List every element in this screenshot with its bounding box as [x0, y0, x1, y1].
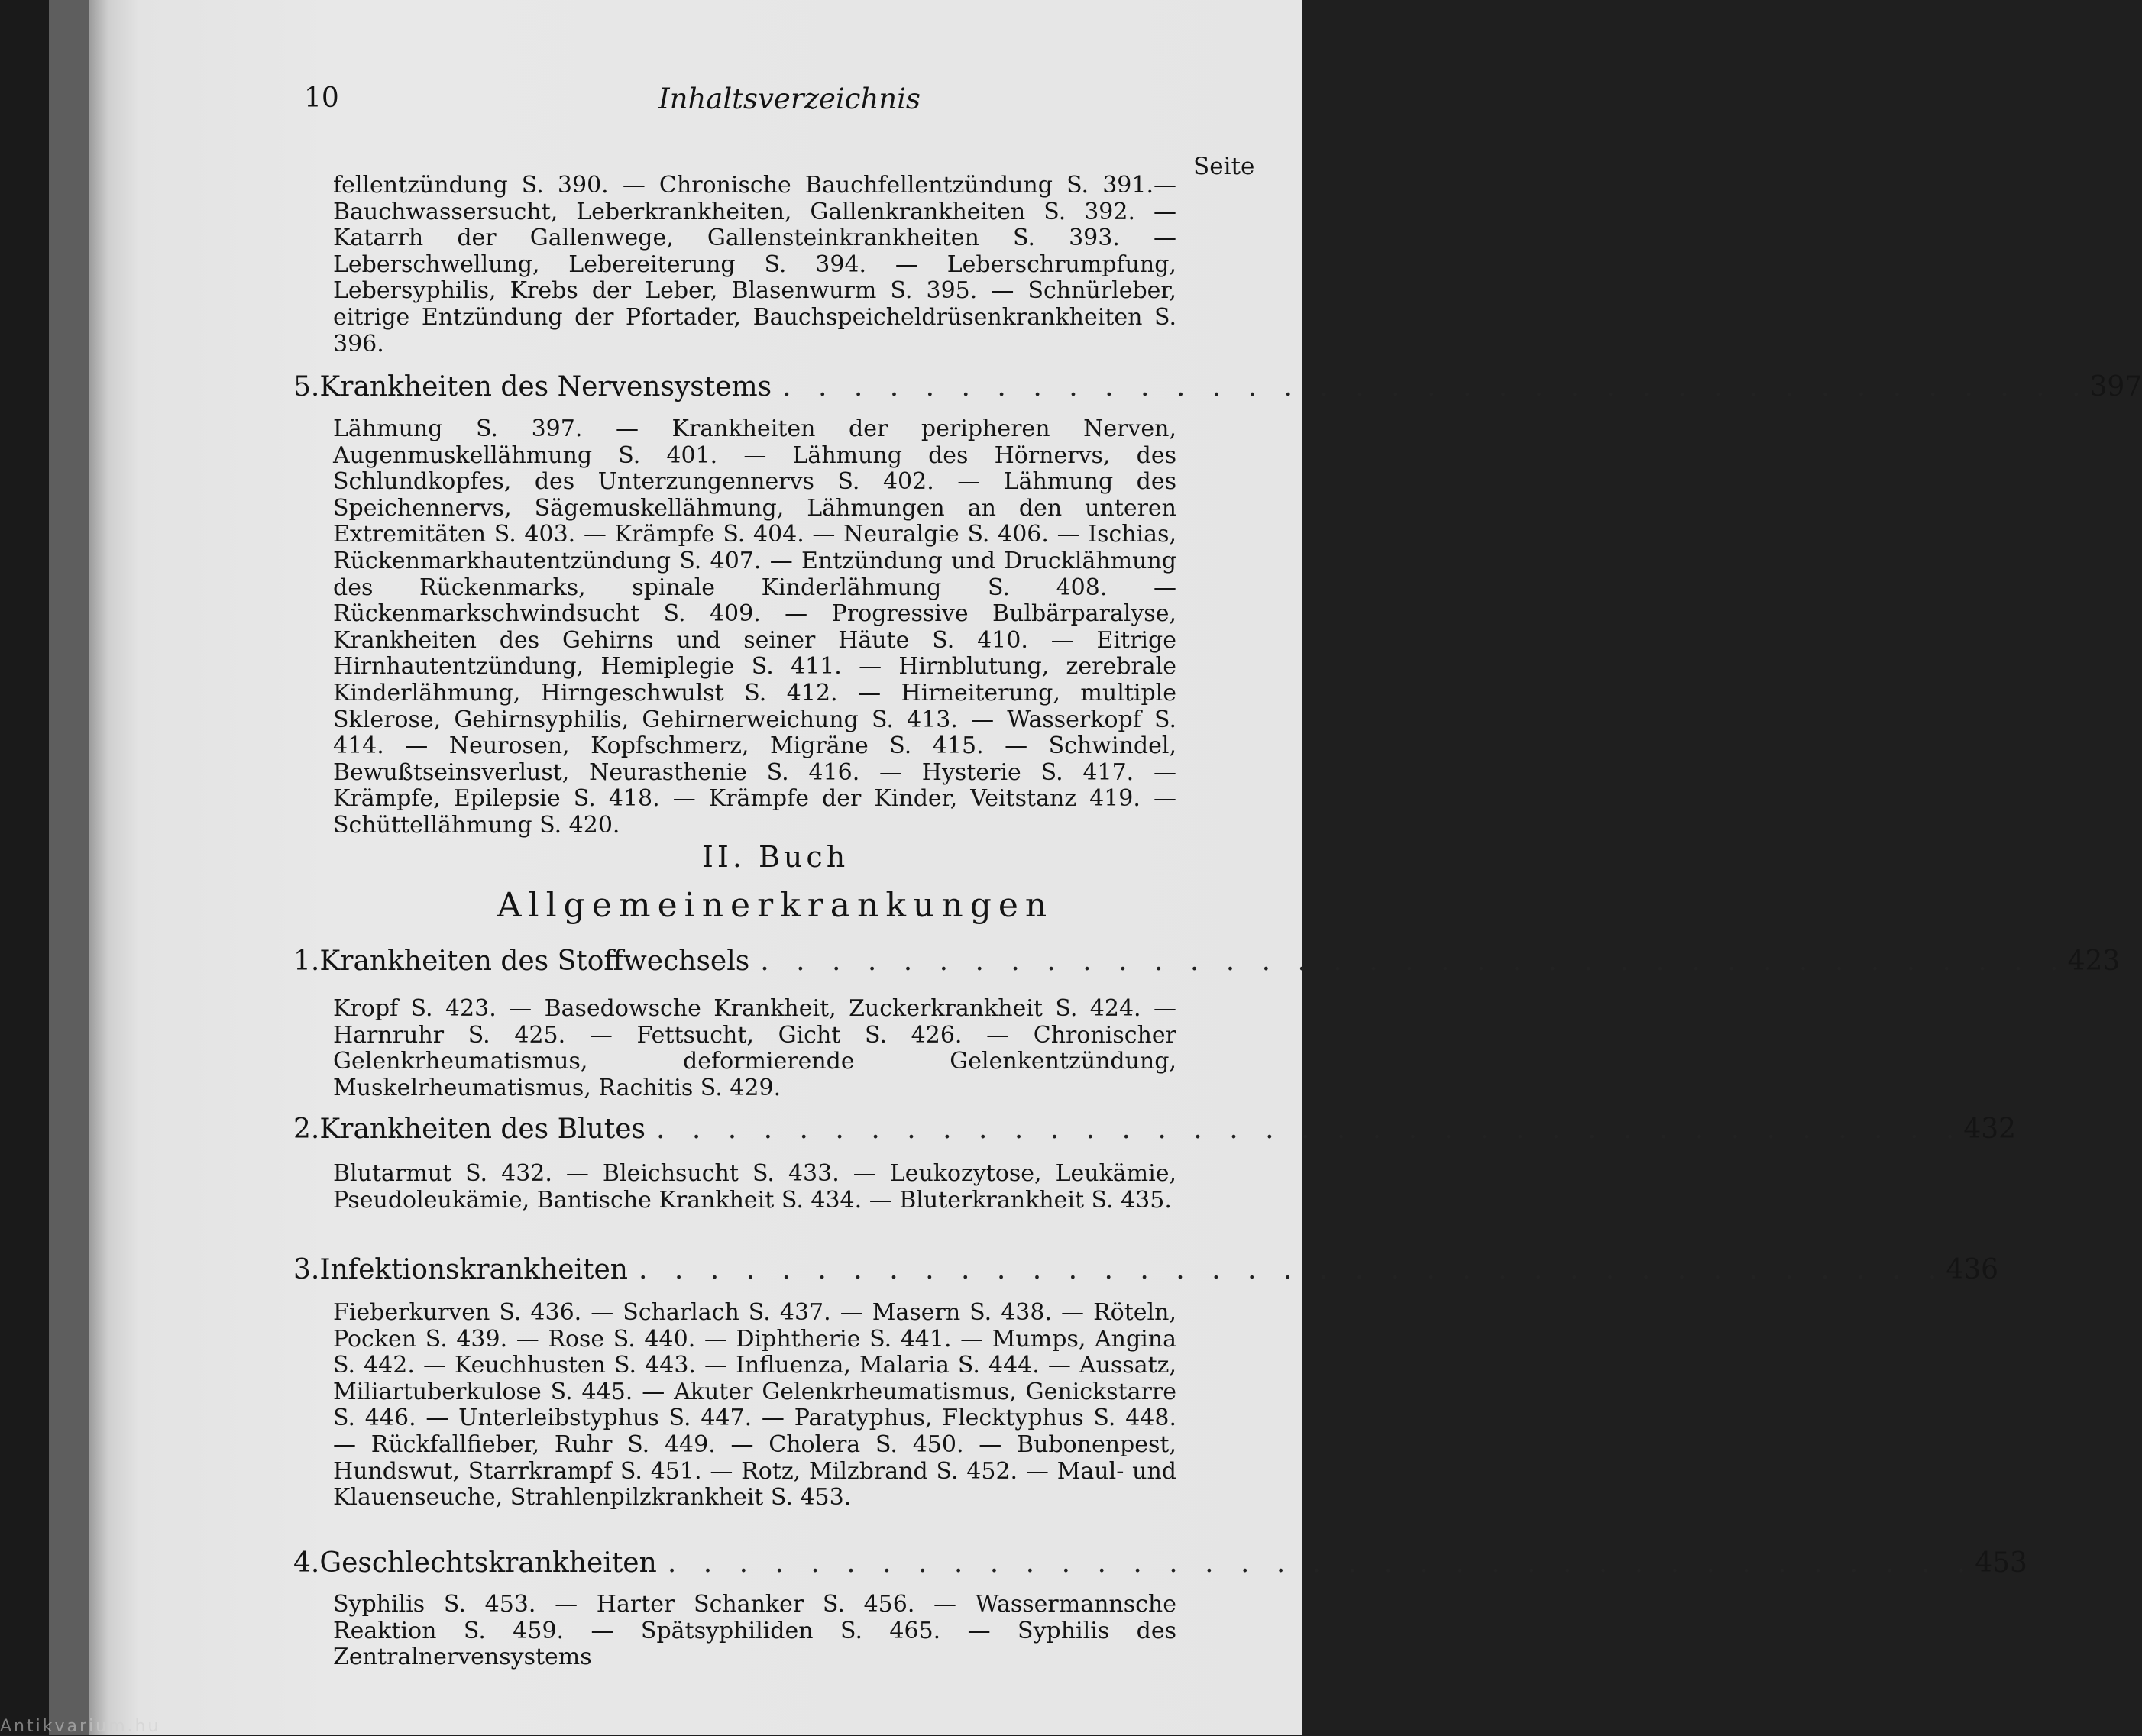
- toc-entry-infektion[interactable]: [293, 1254, 1999, 1289]
- entry-title: Geschlechtskrankheiten: [319, 1547, 657, 1579]
- entry-body-infektion: Fieberkurven S. 436. — Scharlach S. 437. — Masern S. 438. — Röteln, Pocken S. 439. — Rose S. 440. — Diphtherie S. 441. — Mumps, Angina S. 442. — Keuchhusten S. 443. — Influenza, Malaria S. 444. — Aussatz, Miliartuberkulose S. 445. — Akuter Gelenkrheumatismus, Genickstarre S. 446. — Unterleibstyphus S. 447. — Paratyphus, Flecktyphus S. 448. — Rückfallfieber, Ruhr S. 449. — Cholera S. 450. — Bubonenpest, Hundswut, Starrkrampf S. 451. — Rotz, Milzbrand S. 452. — Maul- und Klauenseuche, Strahlenpilzkrankheit S. 453.: [333, 1299, 1176, 1511]
- book-title: Allgemeinerkrankungen: [497, 886, 1054, 925]
- toc-entry-geschlecht[interactable]: [293, 1547, 2027, 1582]
- entry-title: Infektionskrankheiten: [319, 1254, 628, 1285]
- seite-column-label: Seite: [1193, 153, 1255, 180]
- entry-number: 3.: [293, 1254, 320, 1285]
- toc-entry-blutes[interactable]: [293, 1114, 2017, 1149]
- entry-title: Krankheiten des Nervensystems: [319, 371, 772, 402]
- entry-body-blutes: Blutarmut S. 432. — Bleichsucht S. 433. — Leukozytose, Leukämie, Pseudoleukämie, Bantische Krankheit S. 434. — Bluterkrankheit S. 435.: [333, 1160, 1176, 1214]
- dot-leader: . . . . . . . . . . . . . . . . . . . . . . . . . . . . . . . . . . . . .: [667, 1547, 1975, 1579]
- entry-body-stoffwechsel: Kropf S. 423. — Basedowsche Krankheit, Zuckerkrankheit S. 424. — Harnruhr S. 425. — Fettsucht, Gicht S. 426. — Chronischer Gelenkrheumatismus, deformierende Gelenkentzündung, Muskelrheumatismus, Rachitis S. 429.: [333, 995, 1176, 1101]
- entry-page: 432: [1963, 1114, 2017, 1145]
- entry-body-geschlecht: Syphilis S. 453. — Harter Schanker S. 456. — Wassermannsche Reaktion S. 459. — Spätsyphiliden S. 465. — Syphilis des Zentralnervensystems: [333, 1591, 1176, 1671]
- entry-number: 1.: [293, 946, 320, 977]
- entry-page: 436: [1946, 1254, 1999, 1285]
- entry-title: Krankheiten des Stoffwechsels: [319, 946, 750, 977]
- dot-leader: . . . . . . . . . . . . . . . . . . . . . . . . . . . . . . . . . . . . .: [656, 1114, 1964, 1145]
- entry-page: 453: [1975, 1547, 2027, 1579]
- watermark: Antikvarium.hu: [0, 1717, 161, 1736]
- intro-paragraph: fellentzündung S. 390. — Chronische Bauchfellentzündung S. 391.— Bauchwassersucht, Leberkrankheiten, Gallenkrankheiten S. 392. — Katarrh der Gallenwege, Gallensteinkrankheiten S. 393. — Leberschwellung, Lebereiterung S. 394. — Leberschrumpfung, Lebersyphilis, Krebs der Leber, Blasenwurm S. 395. — Schnürleber, eitrige Entzündung der Pfortader, Bauchspeicheldrüsenkrankheiten S. 396.: [333, 172, 1176, 357]
- page-number: 10: [304, 82, 339, 114]
- dot-leader: . . . . . . . . . . . . . . . . . . . . . . . . . . . . . . . . . . . . .: [638, 1254, 1946, 1285]
- entry-body-nervensystem: Lähmung S. 397. — Krankheiten der peripheren Nerven, Augenmuskellähmung S. 401. — Lähmung des Hörnervs, des Schlundkopfes, des Unterzungennervs S. 402. — Lähmung des Speichennervs, Sägemuskellähmung, Lähmungen an den unteren Extremitäten S. 403. — Krämpfe S. 404. — Neuralgie S. 406. — Ischias, Rückenmarkhautentzündung S. 407. — Entzündung und Drucklähmung des Rückenmarks, spinale Kinderlähmung S. 408. — Rückenmarkschwindsucht S. 409. — Progressive Bulbärparalyse, Krankheiten des Gehirns und seiner Häute S. 410. — Eitrige Hirnhautentzündung, Hemiplegie S. 411. — Hirnblutung, zerebrale Kinderlähmung, Hirngeschwulst S. 412. — Hirneiterung, multiple Sklerose, Gehirnsyphilis, Gehirnerweichung S. 413. — Wasserkopf S. 414. — Neurosen, Kopfschmerz, Migräne S. 415. — Schwindel, Bewußtseinsverlust, Neurasthenie S. 416. — Hysterie S. 417. — Krämpfe, Epilepsie S. 418. — Krämpfe der Kinder, Veitstanz 419. — Schüttellähmung S. 420.: [333, 415, 1176, 839]
- entry-number: 5.: [293, 371, 320, 402]
- dot-leader: . . . . . . . . . . . . . . . . . . . . . . . . . . . . . . . . . . . . .: [782, 371, 2090, 402]
- entry-page: 423: [2067, 946, 2121, 977]
- entry-page: 397: [2089, 371, 2142, 402]
- toc-entry-nervensystem[interactable]: [293, 371, 2142, 406]
- toc-entry-stoffwechsel[interactable]: [293, 946, 2121, 981]
- entry-number: 2.: [293, 1114, 320, 1145]
- running-title: Inhaltsverzeichnis: [658, 82, 921, 115]
- entry-number: 4.: [293, 1547, 320, 1579]
- dot-leader: . . . . . . . . . . . . . . . . . . . . . . . . . . . . . . . . . . . . .: [760, 946, 2068, 977]
- book-label: II. Buch: [701, 840, 849, 874]
- entry-title: Krankheiten des Blutes: [319, 1114, 646, 1145]
